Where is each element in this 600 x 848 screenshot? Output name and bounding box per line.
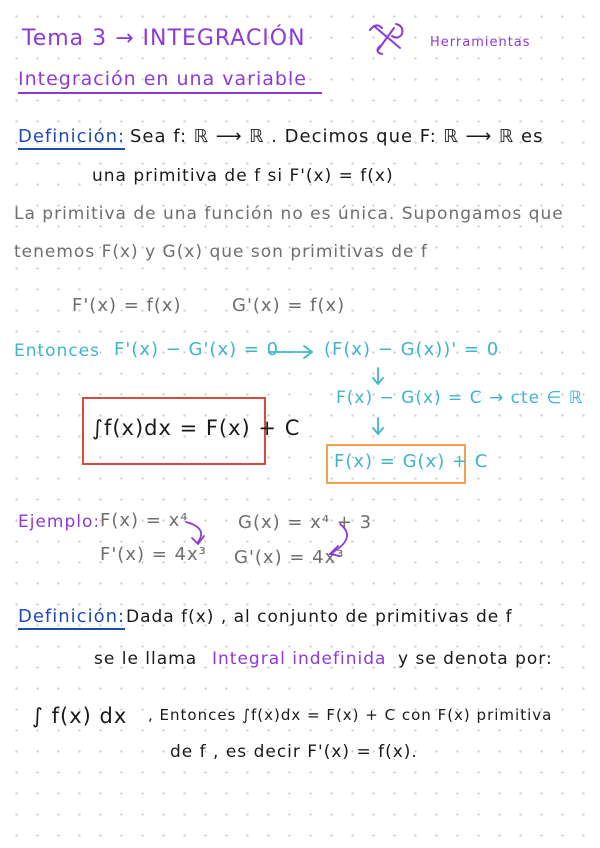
paragraph-line1: La primitiva de una función no es única. Supongamos que <box>14 204 564 224</box>
definition-line2: una primitiva de f si F'(x) = f(x) <box>92 166 394 186</box>
paragraph-line2: tenemos F(x) y G(x) que son primitivas de f <box>14 242 428 262</box>
f-prime-equation: F'(x) = f(x) <box>72 295 182 316</box>
difference-derivative: (F(x) − G(x))' = 0 <box>324 339 500 360</box>
page-title: Tema 3 → INTEGRACIÓN <box>22 26 306 51</box>
entonces-expression: F'(x) − G'(x) = 0 <box>114 339 280 360</box>
definition2-line4: de f , es decir F'(x) = f(x). <box>170 742 418 762</box>
subtitle: Integración en una variable <box>18 70 322 94</box>
entonces-label: Entonces <box>14 341 101 361</box>
example-f: F(x) = x⁴ <box>100 510 189 531</box>
definition2-line2-post: y se denota por: <box>398 649 553 669</box>
example-f-prime: F'(x) = 4x³ <box>100 544 207 565</box>
tools-label: Herramientas <box>430 35 531 50</box>
g-prime-equation: G'(x) = f(x) <box>232 295 346 316</box>
definition2-line2-pre: se le llama <box>94 649 198 669</box>
difference-constant: F(x) − G(x) = C → cte ∈ ℝ <box>336 388 584 408</box>
example-g: G(x) = x⁴ + 3 <box>238 512 373 533</box>
boxed-result: F(x) = G(x) + C <box>334 451 489 472</box>
example-g-prime: G'(x) = 4x³ <box>234 547 345 568</box>
definition-line1: Sea f: ℝ ⟶ ℝ . Decimos que F: ℝ ⟶ ℝ es <box>130 126 544 147</box>
indefinite-integral-symbol: ∫ f(x) dx <box>32 704 128 728</box>
example-label: Ejemplo: <box>18 512 101 532</box>
definition-label: Definición: <box>18 128 125 150</box>
definition2-line1: Dada f(x) , al conjunto de primitivas de f <box>126 607 513 627</box>
definition2-line3: , Entonces ∫f(x)dx = F(x) + C con F(x) primitiva <box>148 706 553 724</box>
definition2-term: Integral indefinida <box>212 649 387 669</box>
definition2-label: Definición: <box>18 608 125 630</box>
integral-definition: ∫f(x)dx = F(x) + C <box>92 416 301 440</box>
